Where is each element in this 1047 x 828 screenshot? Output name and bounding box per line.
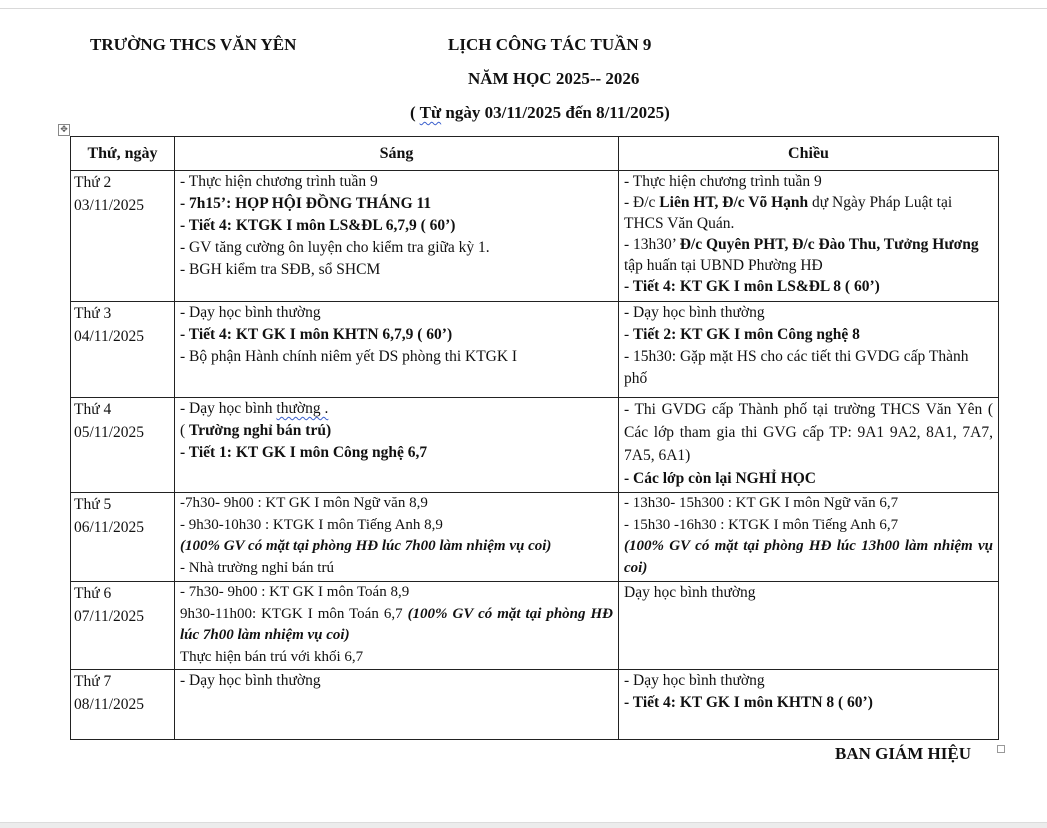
task-line <box>624 234 993 276</box>
task-line: - Tiết 4: KT GK I môn KHTN 6,7,9 ( 60’) <box>180 326 453 343</box>
day-cell <box>71 398 175 493</box>
document-title: LỊCH CÔNG TÁC TUẦN 9 <box>448 35 652 54</box>
task-text: tập huấn tại UBND Phường HĐ <box>624 257 823 274</box>
task-line: - Thực hiện chương trình tuần 9 <box>624 173 822 190</box>
day-cell <box>71 582 175 670</box>
task-line: - Dạy học bình thường <box>624 672 765 689</box>
day-label: Thứ 2 <box>74 174 112 191</box>
task-line: - Tiết 1: KT GK I môn Công nghệ 6,7 <box>180 444 428 461</box>
header-morning: Sáng <box>175 137 619 171</box>
task-line: - 13h30- 15h300 : KT GK I môn Ngữ văn 6,7 <box>624 495 899 511</box>
afternoon-cell <box>619 398 999 493</box>
task-line: - Tiết 4: KT GK I môn KHTN 8 ( 60’) <box>624 694 873 711</box>
task-text: - Dạy học bình <box>180 400 277 417</box>
page-bottom-edge <box>0 822 1047 828</box>
task-line: - Tiết 4: KTGK I môn LS&ĐL 6,7,9 ( 60’) <box>180 217 456 234</box>
day-date: 07/11/2025 <box>74 608 145 625</box>
day-date: 03/11/2025 <box>74 197 145 214</box>
date-range-tu: Từ <box>419 103 442 122</box>
day-label: Thứ 7 <box>74 673 112 690</box>
task-line: (100% GV có mặt tại phòng HĐ lúc 13h00 làm nhiệm vụ coi) <box>624 538 993 576</box>
task-line <box>180 398 613 420</box>
morning-cell <box>175 670 619 740</box>
date-range <box>410 103 670 123</box>
task-text: dự Ngày Pháp Luật tại THCS Văn Quán. <box>624 194 953 232</box>
task-line: - Dạy học bình thường <box>180 672 321 689</box>
task-line: - 15h30: Gặp mặt HS cho các tiết thi GVDG cấp Thành phố <box>624 348 969 387</box>
paragraph-end-mark-icon <box>997 745 1005 753</box>
day-label: Thứ 4 <box>74 401 112 418</box>
task-line: - BGH kiểm tra SĐB, sổ SHCM <box>180 261 381 278</box>
morning-cell <box>175 398 619 493</box>
table-row <box>71 493 999 582</box>
task-line: - Bộ phận Hành chính niêm yết DS phòng thi KTGK I <box>180 348 518 365</box>
task-text: 9h30-11h00: KTGK I môn Toán 6,7 <box>180 605 408 622</box>
morning-cell <box>175 582 619 670</box>
task-line <box>180 420 613 442</box>
table-row <box>71 171 999 302</box>
task-text-bold: (100% GV có mặt tại phòng HĐ lúc 7h00 làm nhiệm vụ coi) <box>180 605 613 643</box>
afternoon-cell <box>619 582 999 670</box>
afternoon-cell <box>619 302 999 398</box>
task-line: - Tiết 4: KT GK I môn LS&ĐL 8 ( 60’) <box>624 278 880 295</box>
task-line: - Dạy học bình thường <box>624 304 765 321</box>
task-text-bold: Trường nghỉ bán trú) <box>189 422 332 439</box>
task-text: - Đ/c <box>624 194 660 211</box>
task-line: - Các lớp còn lại NGHỈ HỌC <box>624 470 817 487</box>
day-date: 05/11/2025 <box>74 424 145 441</box>
task-line: Thực hiện bán trú với khối 6,7 <box>180 648 364 665</box>
day-cell <box>71 171 175 302</box>
task-line: Dạy học bình thường <box>624 584 756 601</box>
task-line: (100% GV có mặt tại phòng HĐ lúc 7h00 làm nhiệm vụ coi) <box>180 538 552 554</box>
signature-label: BAN GIÁM HIỆU <box>835 744 972 763</box>
task-text: thường . <box>276 400 329 417</box>
day-label: Thứ 3 <box>74 305 112 322</box>
task-text-bold: Liên HT, Đ/c Võ Hạnh <box>659 194 809 211</box>
task-text: ( <box>180 422 190 439</box>
task-line: - 9h30-10h30 : KTGK I môn Tiếng Anh 8,9 <box>180 516 443 533</box>
table-header-row <box>71 137 999 171</box>
table-row <box>71 302 999 398</box>
task-line <box>624 192 993 234</box>
task-text-bold: Tiết 2: KT GK I môn Công nghệ 8 <box>633 326 860 343</box>
school-year: NĂM HỌC 2025-- 2026 <box>468 69 640 88</box>
table-row <box>71 582 999 670</box>
table-row <box>71 398 999 493</box>
task-text-bold: Đ/c Quyên PHT, Đ/c Đào Thu, Tưởng Hương <box>679 236 979 253</box>
header-day: Thứ, ngày <box>71 137 175 171</box>
schedule-table <box>70 136 999 740</box>
task-line: - Thực hiện chương trình tuần 9 <box>180 173 378 190</box>
task-line: - 7h15’: HỌP HỘI ĐỒNG THÁNG 11 <box>180 195 432 212</box>
ruler-line <box>0 8 1047 9</box>
header-afternoon: Chiều <box>619 137 999 171</box>
task-line: - 7h30- 9h00 : KT GK I môn Toán 8,9 <box>180 584 410 600</box>
day-label: Thứ 6 <box>74 585 112 602</box>
day-cell <box>71 493 175 582</box>
date-range-rest: ngày 03/11/2025 đến 8/11/2025) <box>441 103 670 122</box>
school-name: TRƯỜNG THCS VĂN YÊN <box>90 35 297 54</box>
task-line <box>624 324 993 346</box>
morning-cell <box>175 493 619 582</box>
day-date: 06/11/2025 <box>74 519 145 536</box>
task-line: - 15h30 -16h30 : KTGK I môn Tiếng Anh 6,7 <box>624 516 899 533</box>
day-cell <box>71 670 175 740</box>
task-line: -7h30- 9h00 : KT GK I môn Ngữ văn 8,9 <box>180 495 428 511</box>
afternoon-cell <box>619 493 999 582</box>
task-text: - 13h30’ <box>624 236 680 253</box>
day-cell <box>71 302 175 398</box>
task-line <box>180 604 613 647</box>
morning-cell <box>175 302 619 398</box>
morning-cell <box>175 171 619 302</box>
task-line: - Nhà trường nghỉ bán trú <box>180 559 334 576</box>
day-date: 04/11/2025 <box>74 328 145 345</box>
task-line: - GV tăng cường ôn luyện cho kiểm tra giữa kỳ 1. <box>180 239 490 256</box>
table-move-handle-icon[interactable]: ✥ <box>58 124 70 136</box>
date-range-open: ( <box>410 103 420 122</box>
task-text: - <box>624 326 634 343</box>
afternoon-cell <box>619 171 999 302</box>
table-row <box>71 670 999 740</box>
day-label: Thứ 5 <box>74 496 112 513</box>
task-line: - Dạy học bình thường <box>180 304 321 321</box>
day-date: 08/11/2025 <box>74 696 145 713</box>
task-line: - Thi GVDG cấp Thành phố tại trường THCS Văn Yên ( Các lớp tham gia thi GVG cấp TP: 9A1 9A2, 8A1, 7A7, 7A5, 6A1) <box>624 401 993 464</box>
afternoon-cell <box>619 670 999 740</box>
